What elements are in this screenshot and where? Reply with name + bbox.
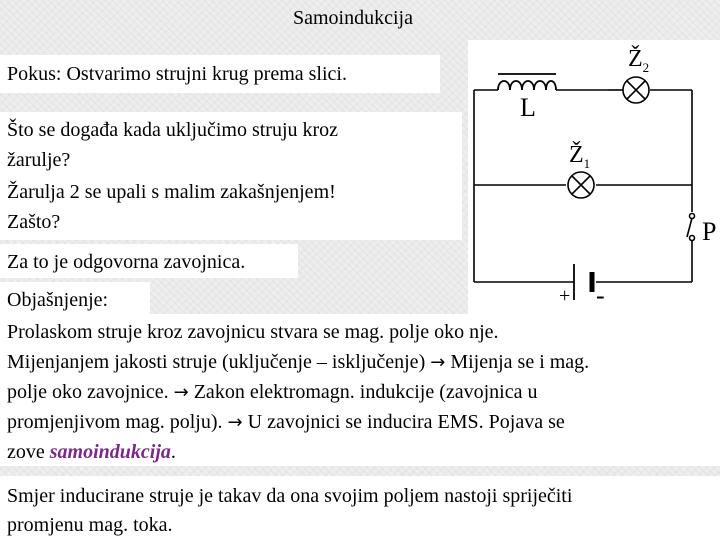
smjer-line-1: Smjer inducirane struje je takav da ona svojim poljem nastoji spriječiti [7, 485, 573, 507]
answer-line-2: Zašto? [7, 211, 61, 233]
explanation-line-2a: Mijenjanjem jakosti struje (uključenje – isključenje) [7, 351, 431, 373]
bulb-2-subscript: 2 [642, 60, 650, 75]
bulb-1-letter: Ž [569, 142, 584, 168]
explanation-line-5 [7, 440, 176, 464]
question-line-2: žarulje? [7, 149, 71, 171]
explanation-heading: Objašnjenje: [7, 289, 109, 311]
answer-line-1: Žarulja 2 se upali s malim zakašnjenjem! [7, 181, 336, 203]
battery-minus: - [596, 281, 605, 310]
explanation-line-2b: Mijenja se i mag. [445, 351, 590, 373]
reason-text: Za to je odgovorna zavojnica. [7, 251, 246, 273]
explanation-line-5a: zove [7, 441, 50, 463]
term-samoindukcija: samoindukcija [49, 441, 171, 463]
arrow-icon: → [430, 352, 446, 373]
bulb-1 [568, 172, 594, 198]
arrow-icon: → [227, 412, 243, 433]
bulb-2 [623, 77, 649, 103]
slide-title: Samoindukcija [293, 7, 413, 29]
smjer-line-2: promjenu mag. toka. [7, 514, 173, 536]
circuit-diagram [468, 40, 720, 316]
explanation-line-4b: U zavojnici se inducira EMS. Pojava se [242, 411, 565, 433]
question-line-1: Što se događa kada uključimo struju kroz [7, 119, 339, 141]
battery-plus: + [559, 285, 571, 307]
explanation-line-2 [7, 350, 589, 375]
explanation-line-1: Prolaskom struje kroz zavojnicu stvara se mag. polje oko nje. [7, 321, 499, 343]
pokus-text: Pokus: Ostvarimo strujni krug prema slici. [7, 63, 347, 85]
explanation-line-3a: polje oko zavojnice. [7, 381, 174, 403]
inductor-label: L [520, 93, 536, 122]
explanation-line-3 [7, 380, 537, 405]
explanation-line-4a: promjenjivom mag. polju). [7, 411, 228, 433]
explanation-line-4 [7, 410, 565, 435]
bulb-2-letter: Ž [628, 46, 643, 72]
switch-label: P [702, 217, 717, 246]
explanation-line-3b: Zakon elektromagn. indukcije (zavojnica u [188, 381, 538, 403]
explanation-line-5b: . [170, 441, 176, 463]
arrow-icon: → [173, 382, 189, 403]
bulb-1-subscript: 1 [583, 156, 591, 171]
